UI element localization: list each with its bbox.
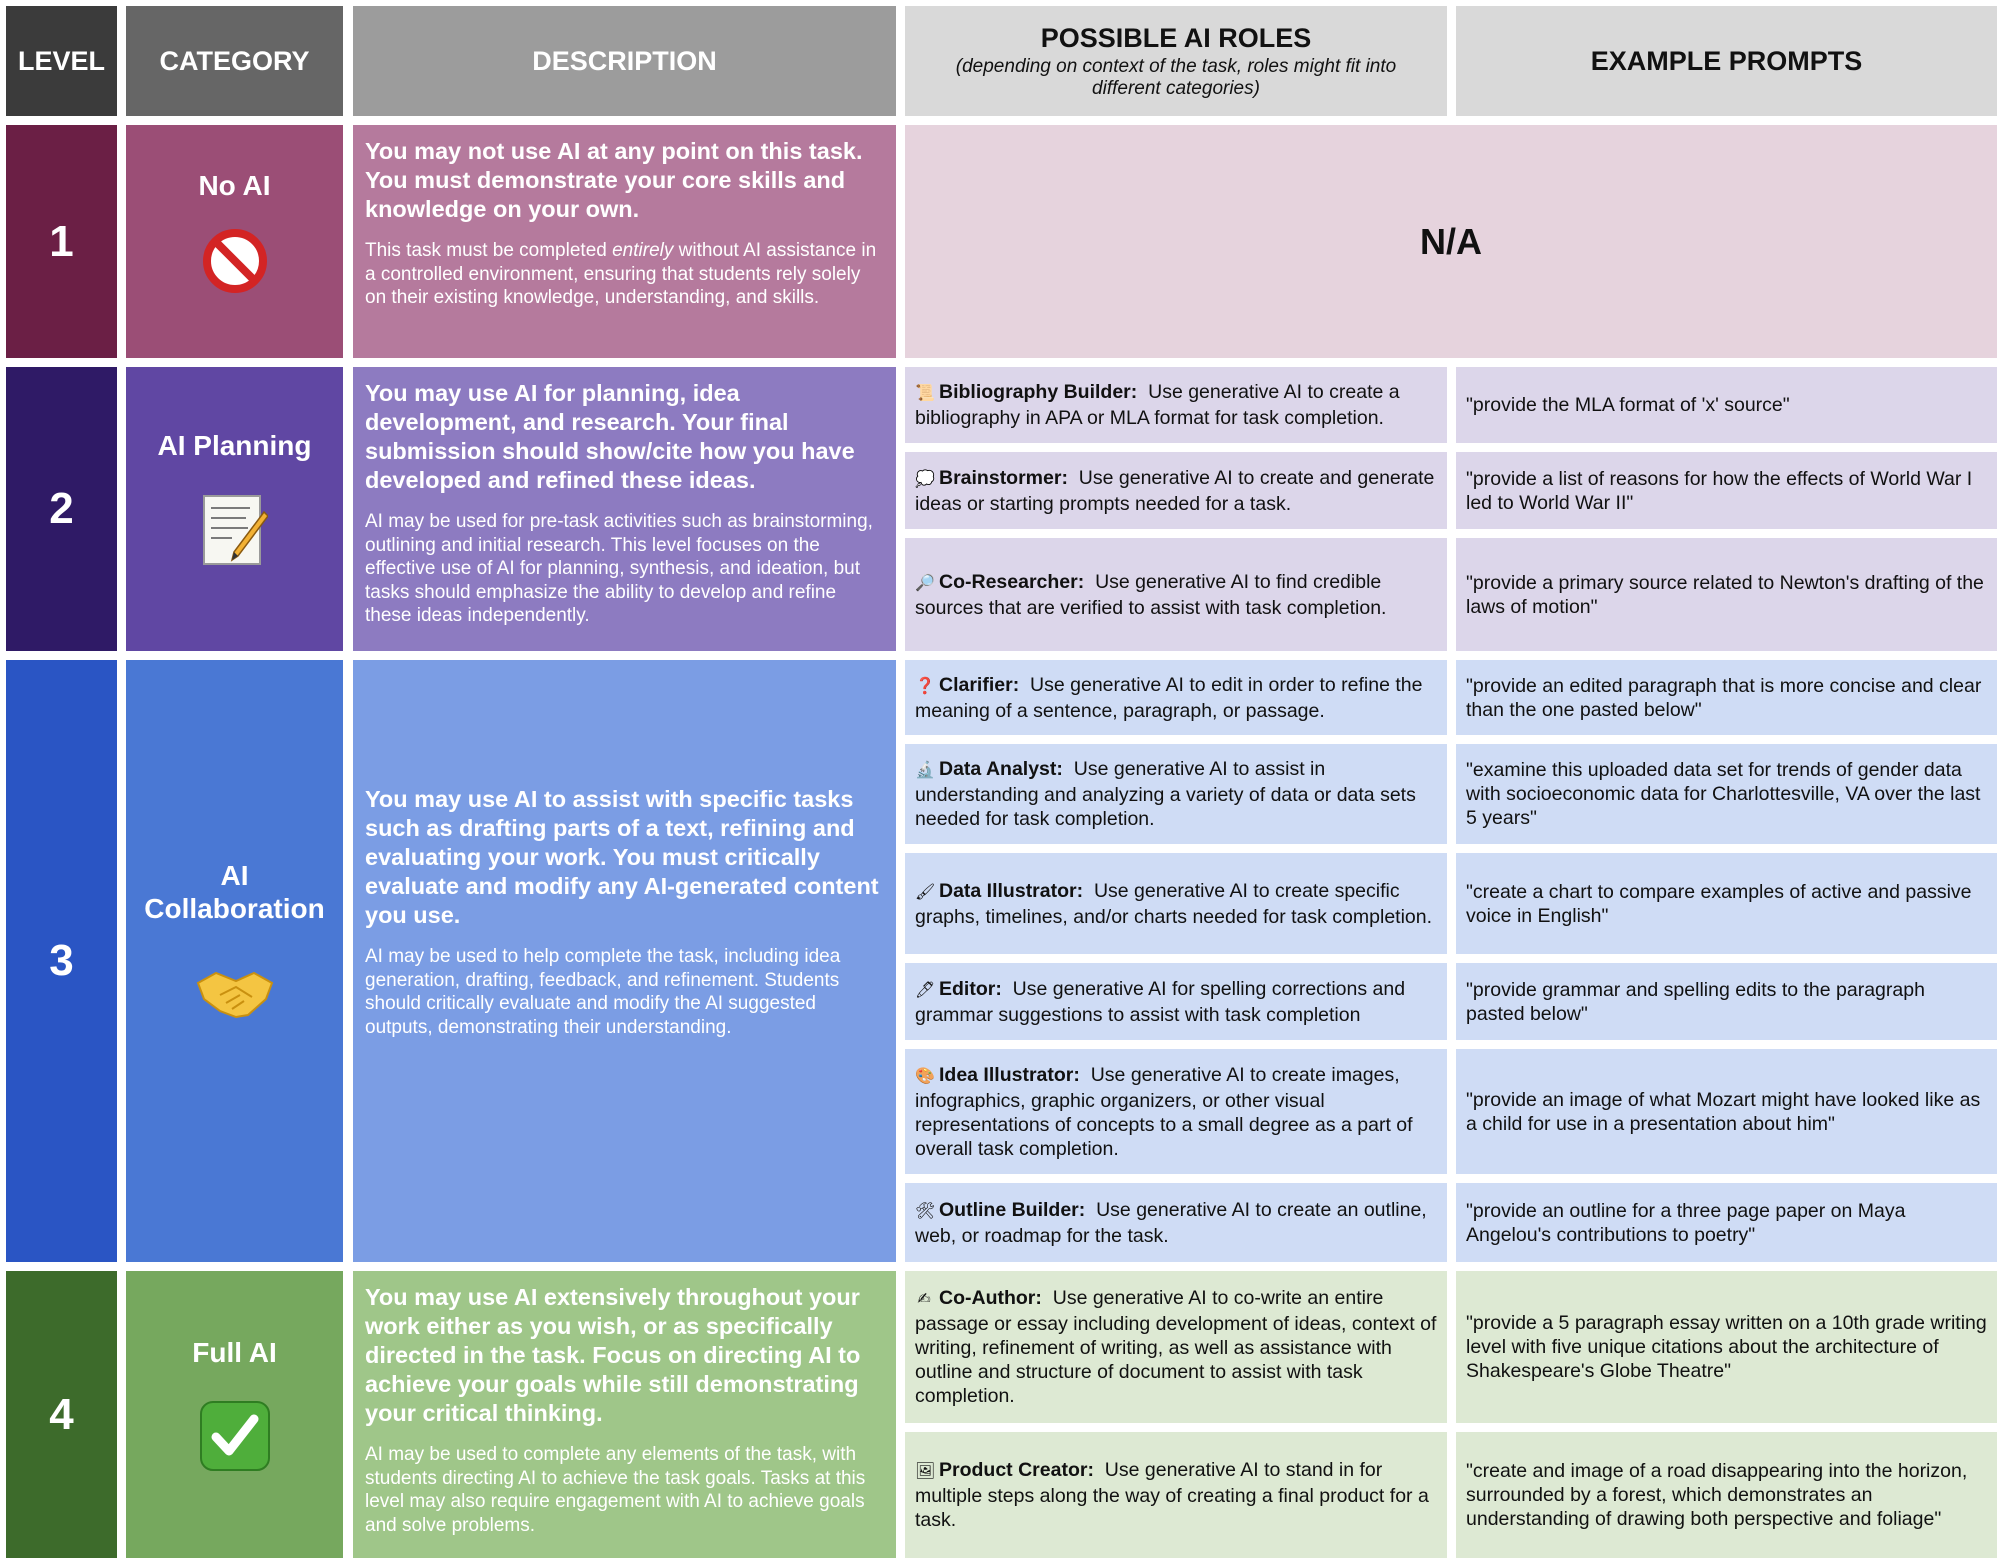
role-brainstormer: 💭 Brainstormer: Use generative AI to create and generate ideas or starting prompts needed for a task. <box>905 452 1447 529</box>
level-4-description <box>353 1271 896 1558</box>
level-3-category <box>126 660 343 1262</box>
prompt-editor: "provide grammar and spelling edits to the paragraph pasted below" <box>1456 963 1997 1040</box>
level-2-number <box>6 367 117 651</box>
prompt-bibliography-builder: "provide the MLA format of 'x' source" <box>1456 367 1997 443</box>
header-category <box>126 6 343 116</box>
prompt-data-analyst: "examine this uploaded data set for trends of gender data with socioeconomic data for Charlottesville, VA over the last 5 years" <box>1456 744 1997 844</box>
category-label: Full AI <box>192 1336 277 1368</box>
handshake-icon <box>196 965 274 1028</box>
description-sub: This task must be completed entirely without AI assistance in a controlled environment, ensuring that students rely solely on their existing knowledge, understanding, and skills. <box>365 240 877 308</box>
description-main: You may use AI for planning, idea development, and research. Your final submission should show/cite how you have developed and refined these ideas. <box>365 380 855 493</box>
description-sub: AI may be used to help complete the task, including idea generation, drafting, feedback, and refinement. Students should critically evaluate and modify the AI suggested outputs, demonstrating their understanding. <box>365 946 841 1038</box>
category-label: AI Planning <box>157 430 312 461</box>
level-3-description <box>353 660 896 1262</box>
level-1-number <box>6 125 117 358</box>
header-prompts-label: EXAMPLE PROMPTS <box>1590 45 1863 76</box>
prompt-brainstormer: "provide a list of reasons for how the effects of World War I led to World War II" <box>1456 452 1997 529</box>
prompt-clarifier: "provide an edited paragraph that is more concise and clear than the one pasted below" <box>1456 660 1997 735</box>
tools-icon: 🛠 <box>915 1202 936 1220</box>
role-co-researcher: 🔎 Co-Researcher: Use generative AI to find credible sources that are verified to assist with task completion. <box>905 538 1447 651</box>
na-label: N/A <box>1420 220 1482 262</box>
level-number: 3 <box>49 936 74 985</box>
prompt-idea-illustrator: "provide an image of what Mozart might have looked like as a child for use in a presentation about him" <box>1456 1049 1997 1174</box>
prompt-outline-builder: "provide an outline for a three page paper on Maya Angelou's contributions to poetry" <box>1456 1183 1997 1262</box>
role-outline-builder: 🛠 Outline Builder: Use generative AI to create an outline, web, or roadmap for the task. <box>905 1183 1447 1262</box>
header-roles-label: POSSIBLE AI ROLES <box>1040 22 1312 53</box>
picture-icon: 🖼 <box>915 1463 936 1480</box>
level-1-na <box>905 125 1997 358</box>
question-icon: ❓ <box>915 677 935 695</box>
level-number: 1 <box>49 216 74 266</box>
palette-icon: 🎨 <box>915 1067 935 1085</box>
role-data-analyst: 🔬 Data Analyst: Use generative AI to assist in understanding and analyzing a variety of data or data sets needed for task completion. <box>905 744 1447 844</box>
role-bibliography-builder: 📜 Bibliography Builder: Use generative AI to create a bibliography in APA or MLA format for task completion. <box>905 367 1447 443</box>
prohibited-icon <box>202 228 268 301</box>
magnifier-icon: 🔎 <box>915 574 935 592</box>
scroll-icon: 📜 <box>915 385 935 402</box>
level-4-category <box>126 1271 343 1558</box>
prompt-co-researcher: "provide a primary source related to Newton's drafting of the laws of motion" <box>1456 538 1997 651</box>
level-1-category <box>126 125 343 358</box>
header-level <box>6 6 117 116</box>
description-main: You may use AI to assist with specific tasks such as drafting parts of a text, refining and evaluating your work. You must critically evaluate and modify any AI-generated content you use. <box>365 786 879 928</box>
description-main: You may use AI extensively throughout your work either as you wish, or as specifically directed in the task. Focus on directing AI to achieve your goals while still demonstrating your critical thinking. <box>365 1284 861 1426</box>
pen-icon: 🖊 <box>915 981 936 999</box>
header-roles-note: (depending on context of the task, roles might fit into different categories) <box>955 55 1397 99</box>
level-2-description <box>353 367 896 651</box>
check-mark-icon <box>198 1399 272 1480</box>
level-number: 4 <box>49 1389 74 1439</box>
prompt-co-author: "provide a 5 paragraph essay written on a 10th grade writing level with five unique citations about the architecture of Shakespeare's Globe Theatre" <box>1456 1271 1997 1423</box>
writing-hand-icon: ✍ <box>917 1291 931 1308</box>
header-prompts <box>1456 6 1997 116</box>
category-label: No AI <box>198 169 271 201</box>
level-4-number <box>6 1271 117 1558</box>
header-category-label: CATEGORY <box>159 45 310 76</box>
level-2-category <box>126 367 343 651</box>
level-1-description <box>353 125 896 358</box>
prompt-product-creator: "create and image of a road disappearing into the horizon, surrounded by a forest, which demonstrates an understanding of drawing both perspective and foliage" <box>1456 1432 1997 1558</box>
level-3-number <box>6 660 117 1262</box>
paintbrush-icon: 🖌 <box>915 883 936 901</box>
role-idea-illustrator: 🎨 Idea Illustrator: Use generative AI to create images, infographics, graphic organizers, or other visual representations of concepts to a small degree as a part of overall task completion. <box>905 1049 1447 1174</box>
role-clarifier: ❓ Clarifier: Use generative AI to edit in order to refine the meaning of a sentence, paragraph, or passage. <box>905 660 1447 735</box>
role-data-illustrator: 🖌 Data Illustrator: Use generative AI to create specific graphs, timelines, and/or charts needed for task completion. <box>905 853 1447 954</box>
header-description <box>353 6 896 116</box>
description-sub: AI may be used to complete any elements of the task, with students directing AI to achieve the task goals. Tasks at this level may also require engagement with AI to achieve goals and solve problems. <box>365 1444 866 1536</box>
header-description-label: DESCRIPTION <box>532 45 717 76</box>
category-label: AI Collaboration <box>144 859 325 924</box>
role-editor: 🖊 Editor: Use generative AI for spelling corrections and grammar suggestions to assist with task completion <box>905 963 1447 1040</box>
memo-icon <box>202 494 268 573</box>
microscope-icon: 🔬 <box>915 762 935 779</box>
header-level-label: LEVEL <box>17 45 105 76</box>
role-co-author: ✍ Co-Author: Use generative AI to co-write an entire passage or essay including development of ideas, context of writing, refinement of writing, as well as assistance with outline and structure of document to assist with task completion. <box>905 1271 1447 1423</box>
level-number: 2 <box>49 484 74 533</box>
description-main: You may not use AI at any point on this task. You must demonstrate your core skills and knowledge on your own. <box>365 138 863 222</box>
header-roles <box>905 6 1447 116</box>
description-sub: AI may be used for pre-task activities such as brainstorming, outlining and initial research. This level focuses on the effective use of AI for planning, synthesis, and ideation, but tasks should emphasize the ability to develop and refine these ideas independently. <box>365 511 873 626</box>
thought-bubble-icon: 💭 <box>915 470 935 488</box>
prompt-data-illustrator: "create a chart to compare examples of active and passive voice in English" <box>1456 853 1997 954</box>
role-product-creator: 🖼 Product Creator: Use generative AI to stand in for multiple steps along the way of creating a final product for a task. <box>905 1432 1447 1558</box>
